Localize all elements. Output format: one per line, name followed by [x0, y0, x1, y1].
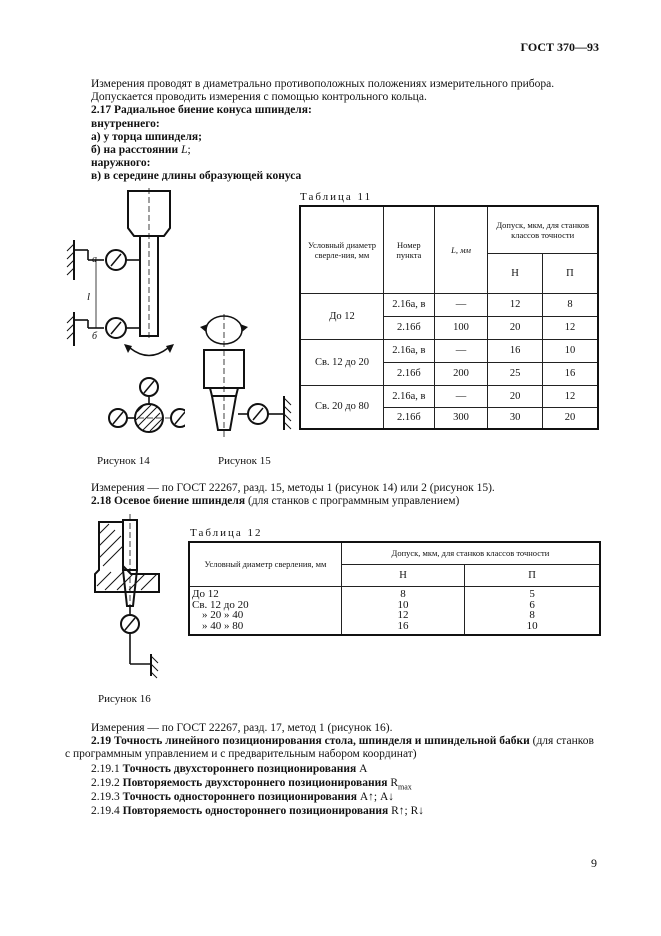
- item-b-text: б) на расстоянии: [91, 144, 182, 156]
- table-11-cell-num: 2.16а, в: [383, 385, 434, 407]
- item-2-19-1: [91, 763, 367, 776]
- section-2-19: [91, 735, 594, 748]
- table-12-p-value: 5: [529, 588, 535, 601]
- label-a: а: [92, 254, 97, 265]
- table-12-header-diameter: Условный диаметр сверления, мм: [189, 542, 341, 586]
- figure-14-caption: Рисунок 14: [97, 455, 150, 467]
- table-11-header-L: L, мм: [434, 206, 488, 293]
- table-11-cell-L: —: [434, 385, 488, 407]
- label-l: l: [87, 291, 91, 303]
- table-12-n-value: 8: [400, 588, 406, 601]
- table-12-diam-line: Св. 12 до 20: [192, 598, 249, 611]
- item-symbol: А: [356, 763, 368, 775]
- table-11-cell-L: —: [434, 293, 488, 316]
- table-12-n-value: 10: [397, 598, 409, 611]
- table-11-cell-p: 8: [542, 293, 598, 316]
- table-11-header-tolerance: Допуск, мкм, для станков классов точности: [488, 206, 598, 253]
- table-11-cell-num: 2.16б: [383, 362, 434, 385]
- table-11-header-n: Н: [488, 253, 543, 293]
- section-2-19-line-2: с программным управлением и с предварительным набором координат): [65, 748, 417, 760]
- table-11-cell-L: —: [434, 339, 488, 362]
- table-11-cell-p: 20: [542, 407, 598, 429]
- table-12-diam-line: » 20 » 40: [202, 609, 244, 622]
- table-11-cell-p: 12: [542, 316, 598, 339]
- table-11-cell-diam: Св. 20 до 80: [300, 385, 383, 429]
- item-num: 2.19.2: [91, 777, 123, 789]
- section-2-18-title: 2.18 Осевое биение шпинделя: [91, 495, 246, 507]
- table-11-cell-n: 20: [488, 385, 543, 407]
- table-12-header-n: Н: [341, 564, 464, 586]
- item-symbol-sub: max: [398, 782, 412, 792]
- item-b-var: L: [181, 144, 188, 156]
- table-11-title: Таблица 11: [300, 191, 373, 203]
- item-text: Точность двухстороннего позиционирования: [122, 763, 357, 775]
- item-a: а) у торца шпинделя;: [91, 131, 202, 143]
- table-11-cell-L: 200: [434, 362, 488, 385]
- table-11-header-p: П: [542, 253, 598, 293]
- table-12-diam-line: До 12: [192, 588, 219, 601]
- table-12-p-values: [465, 586, 600, 635]
- item-c: в) в середине длины образующей конуса: [91, 170, 302, 182]
- item-text: Повторяемость двухстороннего позиционирования: [122, 777, 388, 789]
- figure-16-caption: Рисунок 16: [98, 693, 151, 705]
- table-12-p-value: 6: [529, 598, 535, 611]
- table-11-cell-p: 10: [542, 339, 598, 362]
- table-11-cell-num: 2.16а, в: [383, 293, 434, 316]
- table-12-diameters: [189, 586, 341, 635]
- table-11-header-diameter: Условный диаметр сверле-ния, мм: [300, 206, 383, 293]
- item-symbol: R: [387, 777, 399, 789]
- item-num: 2.19.1: [91, 763, 123, 775]
- page-number: 9: [591, 856, 597, 870]
- table-12-p-value: 8: [529, 609, 535, 622]
- section-2-18: [91, 495, 459, 508]
- item-b: [91, 144, 191, 157]
- table-12: [188, 541, 601, 636]
- table-11-cell-p: 12: [542, 385, 598, 407]
- table-12-n-value: 12: [397, 609, 409, 622]
- table-12-diam-line: » 40 » 80: [202, 619, 244, 632]
- item-num: 2.19.4: [91, 805, 123, 817]
- item-2-19-3: [91, 791, 394, 804]
- document-code: ГОСТ 370—93: [520, 40, 599, 54]
- table-11-cell-p: 16: [542, 362, 598, 385]
- measurement-note-2: Измерения — по ГОСТ 22267, разд. 17, метод 1 (рисунок 16).: [91, 722, 393, 734]
- table-11-header-number: Номер пункта: [383, 206, 434, 293]
- table-11-cell-n: 12: [488, 293, 543, 316]
- item-symbol: А↑; А↓: [357, 791, 395, 803]
- section-2-17-title: 2.17 Радиальное биение конуса шпинделя:: [91, 104, 312, 116]
- section-2-19-rest: (для станков: [529, 735, 594, 747]
- table-11: [299, 205, 599, 430]
- figure-15-drawing: [190, 310, 295, 440]
- table-11-cell-L: 300: [434, 407, 488, 429]
- table-12-header-p: П: [465, 564, 600, 586]
- table-11-cell-diam: Св. 12 до 20: [300, 339, 383, 385]
- figure-16-drawing: [85, 514, 175, 684]
- table-11-cell-n: 30: [488, 407, 543, 429]
- inner-label: внутреннего:: [91, 118, 160, 130]
- item-symbol: R↑; R↓: [388, 805, 425, 817]
- figure-15-caption: Рисунок 15: [218, 455, 271, 467]
- table-12-p-value: 10: [526, 619, 538, 632]
- item-2-19-4: [91, 805, 424, 818]
- measurement-note-1: Измерения — по ГОСТ 22267, разд. 15, методы 1 (рисунок 14) или 2 (рисунок 15).: [91, 482, 495, 494]
- item-text: Точность одностороннего позиционирования: [122, 791, 357, 803]
- intro-line-1: Измерения проводят в диаметрально противоположных положениях измерительного прибора.: [91, 78, 555, 90]
- table-11-cell-n: 20: [488, 316, 543, 339]
- table-12-header-tolerance: Допуск, мкм, для станков классов точности: [341, 542, 600, 564]
- figure-14-drawing: [60, 188, 185, 438]
- item-num: 2.19.3: [91, 791, 123, 803]
- section-2-19-title: 2.19 Точность линейного позиционирования стола, шпинделя и шпиндельной бабки: [91, 735, 530, 747]
- intro-line-2: Допускается проводить измерения с помощью контрольного кольца.: [91, 91, 427, 103]
- item-b-post: ;: [187, 144, 191, 156]
- table-12-n-values: [341, 586, 464, 635]
- table-11-cell-diam: До 12: [300, 293, 383, 339]
- table-12-n-value: 16: [397, 619, 409, 632]
- table-11-cell-num: 2.16а, в: [383, 339, 434, 362]
- section-2-18-rest: (для станков с программным управлением): [245, 495, 460, 507]
- outer-label: наружного:: [91, 157, 151, 169]
- table-11-cell-n: 16: [488, 339, 543, 362]
- table-11-cell-num: 2.16б: [383, 316, 434, 339]
- table-11-cell-n: 25: [488, 362, 543, 385]
- label-b: б: [92, 331, 98, 342]
- table-11-cell-L: 100: [434, 316, 488, 339]
- table-11-cell-num: 2.16б: [383, 407, 434, 429]
- item-text: Повторяемость одностороннего позиционирования: [122, 805, 389, 817]
- table-12-title: Таблица 12: [190, 527, 263, 539]
